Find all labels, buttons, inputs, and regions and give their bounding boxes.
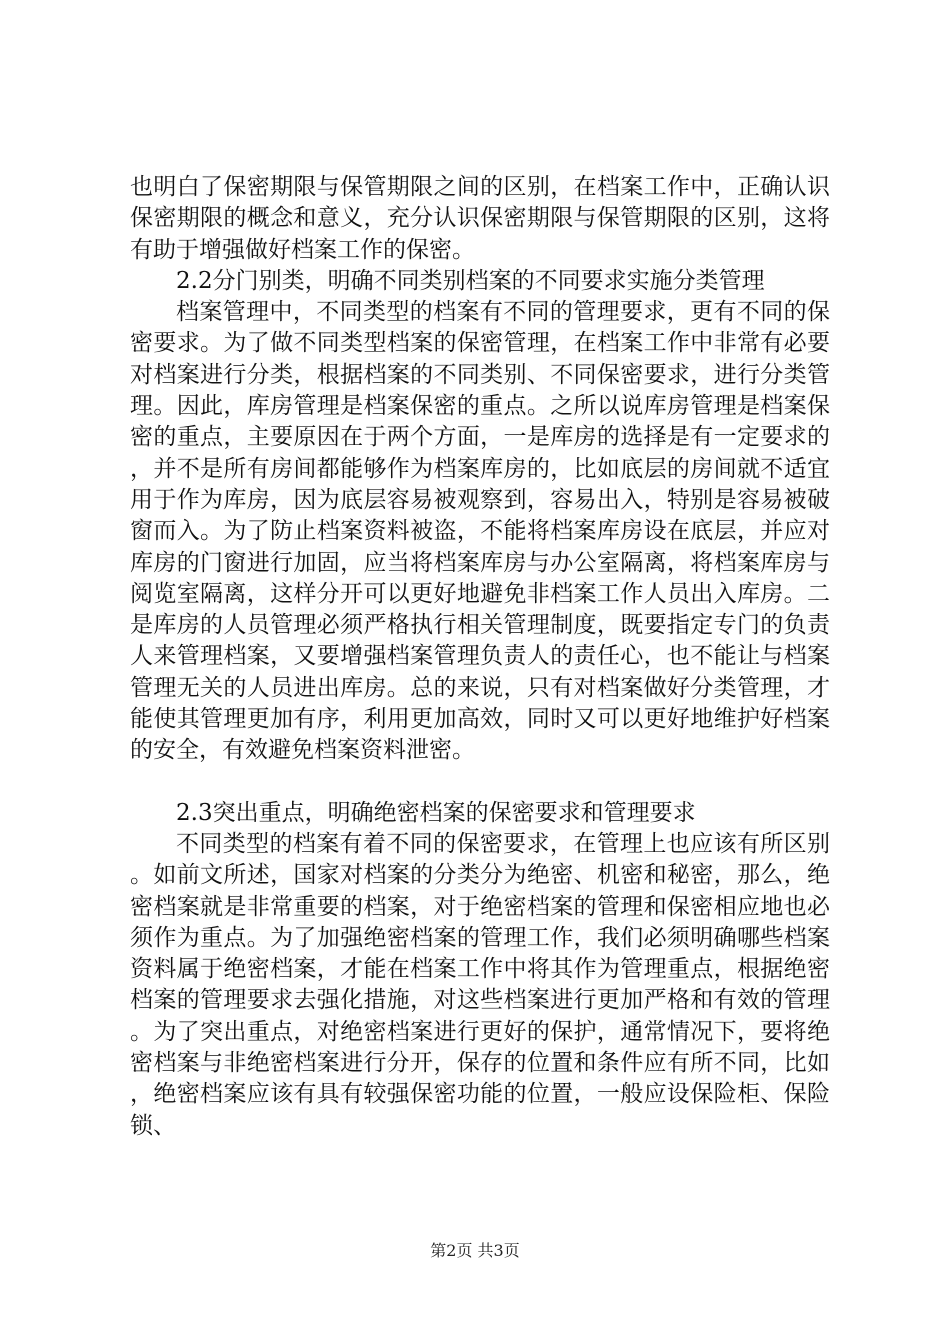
document-body [130,172,830,1142]
paragraph-continuation: 也明白了保密期限与保管期限之间的区别，在档案工作中，正确认识保密期限的概念和意义，充分认识保密期限与保管期限的区别，这将有助于增强做好档案工作的保密。 [130,174,830,263]
paragraph-storage-management: 档案管理中，不同类型的档案有不同的管理要求，更有不同的保密要求。为了做不同类型档案的保密管理，在档案工作中非常有必要对档案进行分类，根据档案的不同类别、不同保密要求，进行分类管理。因此，库房管理是档案保密的重点。之所以说库房管理是档案保密的重点，主要原因在于两个方面，一是库房的选择是有一定要求的，并不是所有房间都能够作为档案库房的，比如底层的房间就不适宜用于作为库房，因为底层容易被观察到，容易出入，特别是容易被破窗而入。为了防止档案资料被盗，不能将档案库房设在底层，并应对库房的门窗进行加固，应当将档案库房与办公室隔离，将档案库房与阅览室隔离，这样分开可以更好地避免非档案工作人员出入库房。二是库房的人员管理必须严格执行相关管理制度，既要指定专门的负责人来管理档案，又要增强档案管理负责人的责任心，也不能让与档案管理无关的人员进出库房。总的来说，只有对档案做好分类管理，才能使其管理更加有序，利用更加高效，同时又可以更好地维护好档案的安全，有效避免档案资料泄密。 [130,299,830,764]
section-heading-2-2: 2.2分门别类，明确不同类别档案的不同要求实施分类管理 [176,267,765,294]
paragraph-top-secret-archives: 不同类型的档案有着不同的保密要求，在管理上也应该有所区别。如前文所述，国家对档案的分类分为绝密、机密和秘密，那么，绝密档案就是非常重要的档案，对于绝密档案的管理和保密相应地也必须作为重点。为了加强绝密档案的管理工作，我们必须明确哪些档案资料属于绝密档案，才能在档案工作中将其作为管理重点，根据绝密档案的管理要求去强化措施，对这些档案进行更加严格和有效的管理。为了突出重点，对绝密档案进行更好的保护，通常情况下，要将绝密档案与非绝密档案进行分开，保存的位置和条件应有所不同，比如，绝密档案应该有具有较强保密功能的位置，一般应设保险柜、保险锁、 [130,830,830,1139]
page-number-footer: 第2页 共3页 [430,1241,520,1260]
section-heading-2-3: 2.3突出重点，明确绝密档案的保密要求和管理要求 [176,799,696,826]
paragraph-spacer [130,767,830,798]
